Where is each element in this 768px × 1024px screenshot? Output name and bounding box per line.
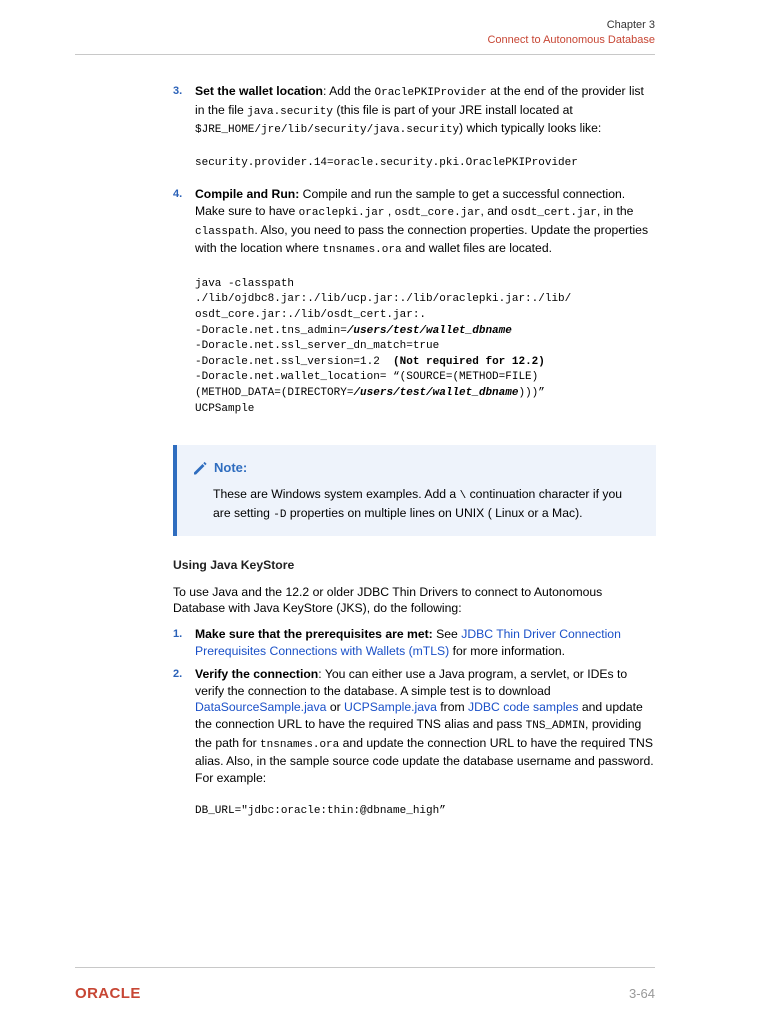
- note-title: Note:: [191, 459, 640, 477]
- header-rule: [75, 54, 655, 55]
- page-content: [173, 83, 656, 820]
- step-text: Verify the connection: You can either use a Java program, a servlet, or IDEs to verify the connection to the database. A simple test is to download DataSourceSample.java or UCPSample.java from JDBC code samples and update the connection URL to have the required TNS alias and pass TNS_ADMIN, providing the path for tnsnames.ora and update the connection URL to have the required TNS alias. Also, in the sample source code update the database username and password. For example:: [195, 667, 654, 785]
- note-text: These are Windows system examples. Add a \ continuation character if you are setting -D properties on multiple lines on UNIX ( Linux or a Mac).: [213, 487, 623, 521]
- datasource-sample-link[interactable]: DataSourceSample.java: [195, 700, 327, 715]
- step-number: 1.: [173, 628, 183, 641]
- section-heading: Using Java KeyStore: [173, 558, 295, 573]
- note-box: [173, 445, 656, 536]
- step-number: 2.: [173, 668, 183, 681]
- step-number: 4.: [173, 188, 183, 201]
- code-block: DB_URL="jdbc:oracle:thin:@dbname_high”: [195, 805, 446, 818]
- pencil-icon: [191, 459, 209, 477]
- oracle-logo: [75, 986, 157, 1005]
- keystore-step-1: [173, 626, 656, 659]
- section-title: Connect to Autonomous Database: [487, 34, 655, 46]
- jdbc-code-samples-link[interactable]: JDBC code samples: [468, 700, 579, 715]
- keystore-step-2: [173, 666, 656, 820]
- page-number: 3-64: [628, 986, 655, 1001]
- chapter-label: Chapter 3: [606, 19, 655, 31]
- running-header: [487, 18, 655, 48]
- code-block: java -classpath ./lib/ojdbc8.jar:./lib/ucp.jar:./lib/oraclepki.jar:./lib/ osdt_core.jar:./lib/osdt_cert.jar:. -Doracle.net.tns_admin=/users/test/wallet_dbname -Doracle.net.ssl_server_dn_match=true -Doracle.net.ssl_version=1.2 (Not required for 12.2) -Doracle.net.wallet_location= “(SOURCE=(METHOD=FILE) (METHOD_DATA=(DIRECTORY=/users/test/wallet_dbname)))” UCPSample: [195, 277, 572, 415]
- footer-rule: [75, 967, 655, 968]
- step-number: 3.: [173, 85, 183, 97]
- step-text: Make sure that the prerequisites are met: See JDBC Thin Driver Connection Prerequisites Connections with Wallets (mTLS) for more information.: [195, 627, 621, 658]
- step-text: Set the wallet location: Add the OraclePKIProvider at the end of the provider list in the file java.security (this file is part of your JRE install located at $JRE_HOME/jre/lib/security/java.security) which typically looks like:: [195, 84, 644, 137]
- logo-text: ORACLE: [75, 986, 141, 1000]
- code-block: security.provider.14=oracle.security.pki.OraclePKIProvider: [195, 156, 578, 169]
- intro-paragraph: To use Java and the 12.2 or older JDBC Thin Drivers to connect to Autonomous Database with Java KeyStore (JKS), do the following:: [173, 584, 603, 616]
- ucp-sample-link[interactable]: UCPSample.java: [344, 700, 437, 715]
- step-4: [173, 186, 656, 417]
- step-text: Compile and Run: Compile and run the sample to get a successful connection. Make sure to have oraclepki.jar , osdt_core.jar, and osdt_cert.jar, in the classpath. Also, you need to pass the connection properties. Update the properties with the location where tnsnames.ora and wallet files are located.: [195, 187, 649, 257]
- step-3: [173, 83, 656, 171]
- prerequisites-link[interactable]: JDBC Thin Driver Connection Prerequisites Connections with Wallets (mTLS): [195, 627, 621, 658]
